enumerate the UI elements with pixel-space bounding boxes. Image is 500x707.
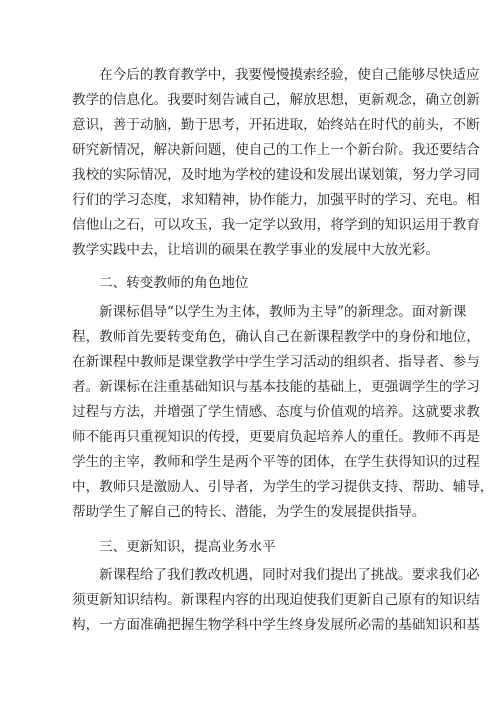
section-heading-3: 三、更新知识，提高业务水平 xyxy=(99,539,276,555)
paragraph-1-line-1: 在今后的教育教学中，我要慢慢摸索经验，使自己能够尽快适应 xyxy=(99,67,480,83)
paragraph-2-line-9: 帮助学生了解自己的特长、潜能，为学生的发展提供指导。 xyxy=(72,504,426,520)
paragraph-2-line-6: 师不能再只重视知识的传授，更要肩负起培养人的重任。教师不再是 xyxy=(72,429,480,445)
paragraph-1-line-3: 意识，善于动脑，勤于思考，开拓进取，始终站在时代的前头，不断 xyxy=(72,117,480,133)
paragraph-2-line-3: 在新课程中教师是课堂教学中学生学习活动的组织者、指导者、参与 xyxy=(72,354,480,370)
paragraph-2-line-8: 中，教师只是激励人、引导者，为学生的学习提供支持、帮助、辅导， xyxy=(72,479,494,495)
paragraph-3-line-2: 须更新知识结构。新课程内容的出现迫使我们更新自己原有的知识结 xyxy=(72,592,480,608)
paragraph-2-line-5: 过程与方法，并增强了学生情感、态度与价值观的培养。这就要求教 xyxy=(72,404,480,420)
paragraph-1-line-6: 行们的学习态度，求知精神，协作能力，加强平时的学习、充电。相 xyxy=(72,192,480,208)
paragraph-2-line-4: 者。新课标在注重基础知识与基本技能的基础上，更强调学生的学习 xyxy=(72,379,480,395)
paragraph-1-line-4: 研究新情况，解决新问题，使自己的工作上一个新台阶。我还要结合 xyxy=(72,142,480,158)
paragraph-3-line-1: 新课程给了我们教改机遇，同时对我们提出了挑战。要求我们必 xyxy=(99,567,480,583)
paragraph-1-line-7: 信他山之石，可以攻玉，我一定学以致用，将学到的知识运用于教育 xyxy=(72,217,480,233)
paragraph-2-line-2: 程，教师首先要转变角色，确认自己在新课程教学中的身份和地位， xyxy=(72,329,480,345)
paragraph-1-line-5: 我校的实际情况，及时地为学校的建设和发展出谋划策，努力学习同 xyxy=(72,167,480,183)
paragraph-2-line-7: 学生的主宰，教师和学生是两个平等的团体，在学生获得知识的过程 xyxy=(72,454,480,470)
section-heading-2: 二、转变教师的角色地位 xyxy=(99,275,249,291)
paragraph-3-line-3: 构，一方面准确把握生物学科中学生终身发展所必需的基础知识和基 xyxy=(72,617,480,633)
paragraph-1-line-2: 教学的信息化。我要时刻告诫自己，解放思想，更新观念，确立创新 xyxy=(72,92,480,108)
paragraph-1-line-8: 教学实践中去，让培训的硕果在教学事业的发展中大放光彩。 xyxy=(72,242,440,258)
paragraph-2-line-1: 新课标倡导“以学生为主体，教师为主导”的新理念。面对新课 xyxy=(99,304,467,320)
